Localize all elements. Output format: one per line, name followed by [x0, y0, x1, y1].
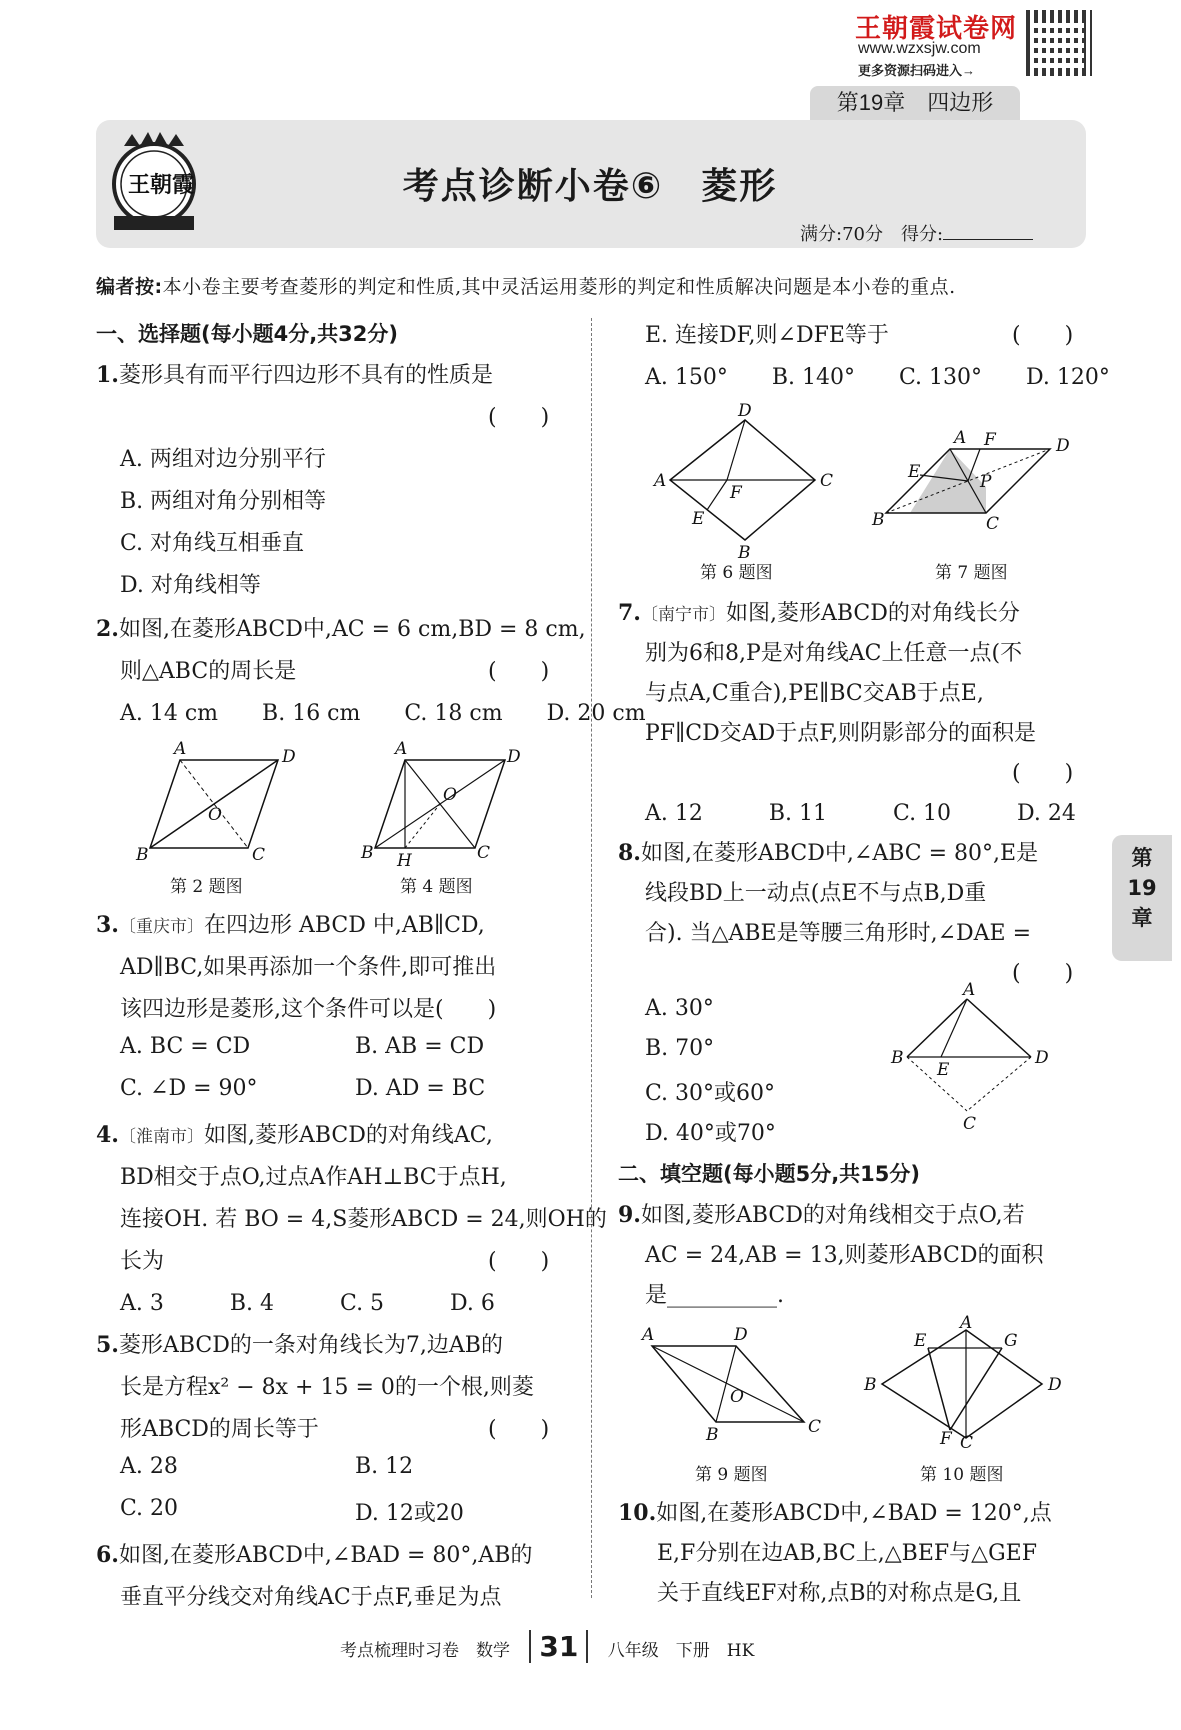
- fig10-rhombus: [882, 1330, 1042, 1438]
- svg-text:F: F: [984, 430, 996, 450]
- figure-q4: [355, 740, 530, 870]
- column-divider: [591, 318, 592, 1598]
- svg-text:B: B: [872, 510, 885, 530]
- q10-line2: E,F分别在边AB,BC上,△BEF与△GEF: [657, 1541, 1037, 1566]
- q4-line1: 4.〔淮南市〕如图,菱形ABCD的对角线AC,: [96, 1122, 493, 1148]
- q6-line1: 6.如图,在菱形ABCD中,∠BAD = 80°,AB的: [96, 1542, 533, 1568]
- brand-url[interactable]: www.wzxsjw.com: [858, 40, 981, 57]
- fig9-diagonal-bd: [716, 1346, 736, 1422]
- svg-text:F: F: [730, 483, 742, 503]
- q3-option-c[interactable]: C. ∠D = 90°: [120, 1076, 258, 1101]
- brand-tip: 更多资源扫码进入→: [858, 63, 976, 78]
- fig7-caption: 第 7 题图: [935, 563, 1008, 583]
- svg-text:G: G: [1004, 1331, 1018, 1351]
- score-field[interactable]: [800, 220, 1033, 246]
- fig8-side-ab: [907, 999, 967, 1057]
- q7-options[interactable]: A. 12 B. 11 C. 10 D. 24: [645, 801, 1076, 826]
- fig8-segment-ae: [941, 999, 967, 1057]
- svg-text:王朝霞: 王朝霞: [128, 172, 195, 198]
- q4-answer-paren[interactable]: ( ): [488, 1249, 550, 1274]
- svg-text:D: D: [1056, 436, 1070, 456]
- chapter-tab: 第19章 四边形: [810, 86, 1020, 120]
- q3-option-d[interactable]: D. AD = BC: [355, 1076, 486, 1101]
- figure-q8: [885, 980, 1065, 1135]
- svg-text:O: O: [208, 805, 222, 825]
- svg-text:C: C: [477, 843, 491, 863]
- section-fill: 二、填空题(每小题5分,共15分): [618, 1162, 921, 1186]
- q1-stem: 1.菱形具有而平行四边形不具有的性质是: [96, 362, 493, 388]
- svg-text:O: O: [443, 785, 457, 805]
- q8-option-b[interactable]: B. 70°: [645, 1036, 715, 1061]
- svg-text:A: A: [960, 1313, 973, 1333]
- fig6-segment-df: [727, 420, 745, 480]
- svg-text:C: C: [986, 514, 1000, 534]
- svg-text:C: C: [808, 1417, 822, 1437]
- qr-code-icon[interactable]: [1026, 10, 1092, 76]
- q5-option-c[interactable]: C. 20: [120, 1496, 179, 1521]
- figure-q9: [640, 1322, 830, 1445]
- svg-text:B: B: [864, 1375, 877, 1395]
- q10-line1: 10.如图,在菱形ABCD中,∠BAD = 120°,点: [618, 1500, 1052, 1526]
- q8-line3: 合). 当△ABE是等腰三角形时,∠DAE =: [645, 921, 1032, 946]
- q1-option-a[interactable]: A. 两组对边分别平行: [120, 447, 326, 472]
- svg-text:B: B: [136, 845, 149, 865]
- q2-answer-paren[interactable]: ( ): [488, 659, 550, 684]
- svg-text:E: E: [692, 509, 705, 529]
- q8-option-c[interactable]: C. 30°或60°: [645, 1081, 776, 1106]
- q7-line2: 别为6和8,P是对角线AC上任意一点(不: [645, 641, 1023, 666]
- score-blank[interactable]: [943, 239, 1033, 240]
- svg-text:A: A: [963, 980, 976, 1000]
- score-label: 满分:70分 得分:: [800, 224, 944, 245]
- svg-text:C: C: [252, 845, 266, 865]
- figure-q6: [650, 400, 834, 563]
- svg-text:D: D: [282, 747, 296, 767]
- q1-option-c[interactable]: C. 对角线互相垂直: [120, 531, 305, 556]
- fig4-segment-oh: [405, 804, 440, 848]
- paper-title: 考点诊断小卷⑥ 菱形: [402, 165, 778, 206]
- figure-q7: [870, 425, 1080, 540]
- footer-left: 考点梳理时习卷 数学: [340, 1641, 510, 1661]
- q6-answer-paren[interactable]: ( ): [1012, 323, 1074, 348]
- fig4-caption: 第 4 题图: [400, 877, 473, 897]
- q7-line1: 7.〔南宁市〕如图,菱形ABCD的对角线长分: [618, 600, 1020, 626]
- q8-line1: 8.如图,在菱形ABCD中,∠ABC = 80°,E是: [618, 840, 1039, 866]
- fig8-side-dc: [967, 1057, 1031, 1111]
- q4-options[interactable]: A. 3 B. 4 C. 5 D. 6: [120, 1291, 495, 1316]
- q3-line2: AD∥BC,如果再添加一个条件,即可推出: [120, 955, 497, 980]
- q7-answer-paren[interactable]: ( ): [1012, 761, 1074, 786]
- q3-option-b[interactable]: B. AB = CD: [355, 1034, 485, 1059]
- side-tab-top: 第: [1131, 846, 1153, 870]
- svg-text:D: D: [1035, 1048, 1049, 1068]
- q1-answer-paren[interactable]: ( ): [488, 405, 550, 430]
- q9-line2: AC = 24,AB = 13,则菱形ABCD的面积: [645, 1243, 1044, 1268]
- svg-text:O: O: [730, 1387, 744, 1407]
- q6-line3: E. 连接DF,则∠DFE等于: [645, 323, 889, 348]
- q8-option-d[interactable]: D. 40°或70°: [645, 1121, 776, 1146]
- svg-text:D: D: [734, 1325, 748, 1345]
- q7-line4: PF∥CD交AD于点F,则阴影部分的面积是: [645, 721, 1037, 746]
- fig6-caption: 第 6 题图: [700, 563, 773, 583]
- svg-text:B: B: [361, 843, 374, 863]
- section-choice: 一、选择题(每小题4分,共32分): [96, 322, 399, 346]
- q5-answer-paren[interactable]: ( ): [488, 1417, 550, 1442]
- q2-line2: 则△ABC的周长是: [120, 659, 297, 684]
- q3-line1: 3.〔重庆市〕在四边形 ABCD 中,AB∥CD,: [96, 912, 485, 938]
- footer: [340, 1630, 754, 1663]
- brand-name: 王朝霞试卷网: [855, 13, 1018, 43]
- fig9-diagonal-ac: [652, 1346, 804, 1422]
- svg-text:F: F: [940, 1429, 952, 1449]
- svg-text:B: B: [891, 1048, 904, 1068]
- q8-line2: 线段BD上一动点(点E不与点B,D重: [645, 881, 987, 906]
- svg-text:B: B: [706, 1425, 719, 1445]
- q5-option-d[interactable]: D. 12或20: [355, 1501, 464, 1526]
- q2-options[interactable]: A. 14 cm B. 16 cm C. 18 cm D. 20 cm: [120, 701, 646, 726]
- fig2-caption: 第 2 题图: [170, 877, 243, 897]
- svg-text:D: D: [1048, 1375, 1062, 1395]
- q5-line3: 形ABCD的周长等于: [120, 1417, 319, 1442]
- q5-option-a[interactable]: A. 28: [120, 1454, 178, 1479]
- svg-text:A: A: [395, 739, 408, 759]
- fig6-segment-fe: [707, 480, 727, 510]
- fig2-diagonal-bd: [150, 760, 278, 848]
- figure-q10: [862, 1313, 1072, 1453]
- q8-option-a[interactable]: A. 30°: [645, 996, 714, 1021]
- q9-answer-blank[interactable]: 是__________.: [645, 1283, 784, 1308]
- svg-text:D: D: [507, 747, 521, 767]
- q2-line1: 2.如图,在菱形ABCD中,AC = 6 cm,BD = 8 cm,: [96, 616, 586, 642]
- page-number: 31: [529, 1630, 588, 1663]
- svg-text:H: H: [397, 851, 412, 871]
- q5-option-b[interactable]: B. 12: [355, 1454, 414, 1479]
- footer-right: 八年级 下册 HK: [607, 1641, 755, 1661]
- q6-options[interactable]: A. 150° B. 140° C. 130° D. 120°: [645, 365, 1110, 390]
- editor-note-label: 编者按:: [96, 276, 163, 298]
- svg-text:A: A: [642, 1325, 655, 1345]
- q10-line3: 关于直线EF对称,点B的对称点是G,且: [657, 1581, 1022, 1606]
- q8-answer-paren[interactable]: ( ): [1012, 961, 1074, 986]
- figure-q2: [130, 740, 320, 870]
- chapter-side-tab: [1112, 835, 1172, 961]
- svg-text:E: E: [908, 462, 921, 482]
- svg-text:C: C: [820, 471, 834, 491]
- q5-line1: 5.菱形ABCD的一条对角线长为7,边AB的: [96, 1332, 503, 1358]
- q7-line3: 与点A,C重合),PE∥BC交AB于点E,: [645, 681, 984, 706]
- q3-line3: 该四边形是菱形,这个条件可以是( ): [120, 997, 497, 1022]
- q5-line2: 长是方程x² − 8x + 15 = 0的一个根,则菱: [120, 1375, 534, 1400]
- svg-text:D: D: [738, 401, 752, 421]
- svg-text:P: P: [980, 472, 992, 492]
- svg-text:B: B: [738, 543, 751, 563]
- fig8-side-ad: [967, 999, 1031, 1057]
- svg-text:A: A: [954, 428, 967, 448]
- q1-option-b[interactable]: B. 两组对角分别相等: [120, 489, 327, 514]
- q4-line3: 连接OH. 若 BO = 4,S菱形ABCD = 24,则OH的: [120, 1207, 607, 1232]
- editor-note-text: 本小卷主要考查菱形的判定和性质,其中灵活运用菱形的判定和性质解决问题是本小卷的重点.: [162, 276, 956, 298]
- svg-text:A: A: [654, 471, 667, 491]
- svg-text:E: E: [937, 1060, 950, 1080]
- fig10-segment-ef: [928, 1348, 950, 1430]
- svg-text:C: C: [963, 1114, 977, 1134]
- side-tab-mid: 19: [1127, 876, 1157, 900]
- svg-text:C: C: [960, 1433, 974, 1453]
- q4-line2: BD相交于点O,过点A作AH⊥BC于点H,: [120, 1165, 507, 1190]
- q1-option-d[interactable]: D. 对角线相等: [120, 573, 261, 598]
- q3-option-a[interactable]: A. BC = CD: [120, 1034, 251, 1059]
- editor-note: [96, 272, 1086, 299]
- fig9-caption: 第 9 题图: [695, 1465, 768, 1485]
- svg-text:A: A: [174, 739, 187, 759]
- publisher-logo-icon: [104, 126, 204, 236]
- q9-line1: 9.如图,菱形ABCD的对角线相交于点O,若: [618, 1202, 1025, 1228]
- fig10-caption: 第 10 题图: [920, 1465, 1004, 1485]
- q6-line2: 垂直平分线交对角线AC于点F,垂足为点: [120, 1585, 502, 1610]
- q4-line4: 长为: [120, 1249, 165, 1274]
- fig7-shaded-region: [910, 449, 986, 513]
- side-tab-bottom: 章: [1131, 906, 1153, 930]
- svg-text:E: E: [914, 1331, 927, 1351]
